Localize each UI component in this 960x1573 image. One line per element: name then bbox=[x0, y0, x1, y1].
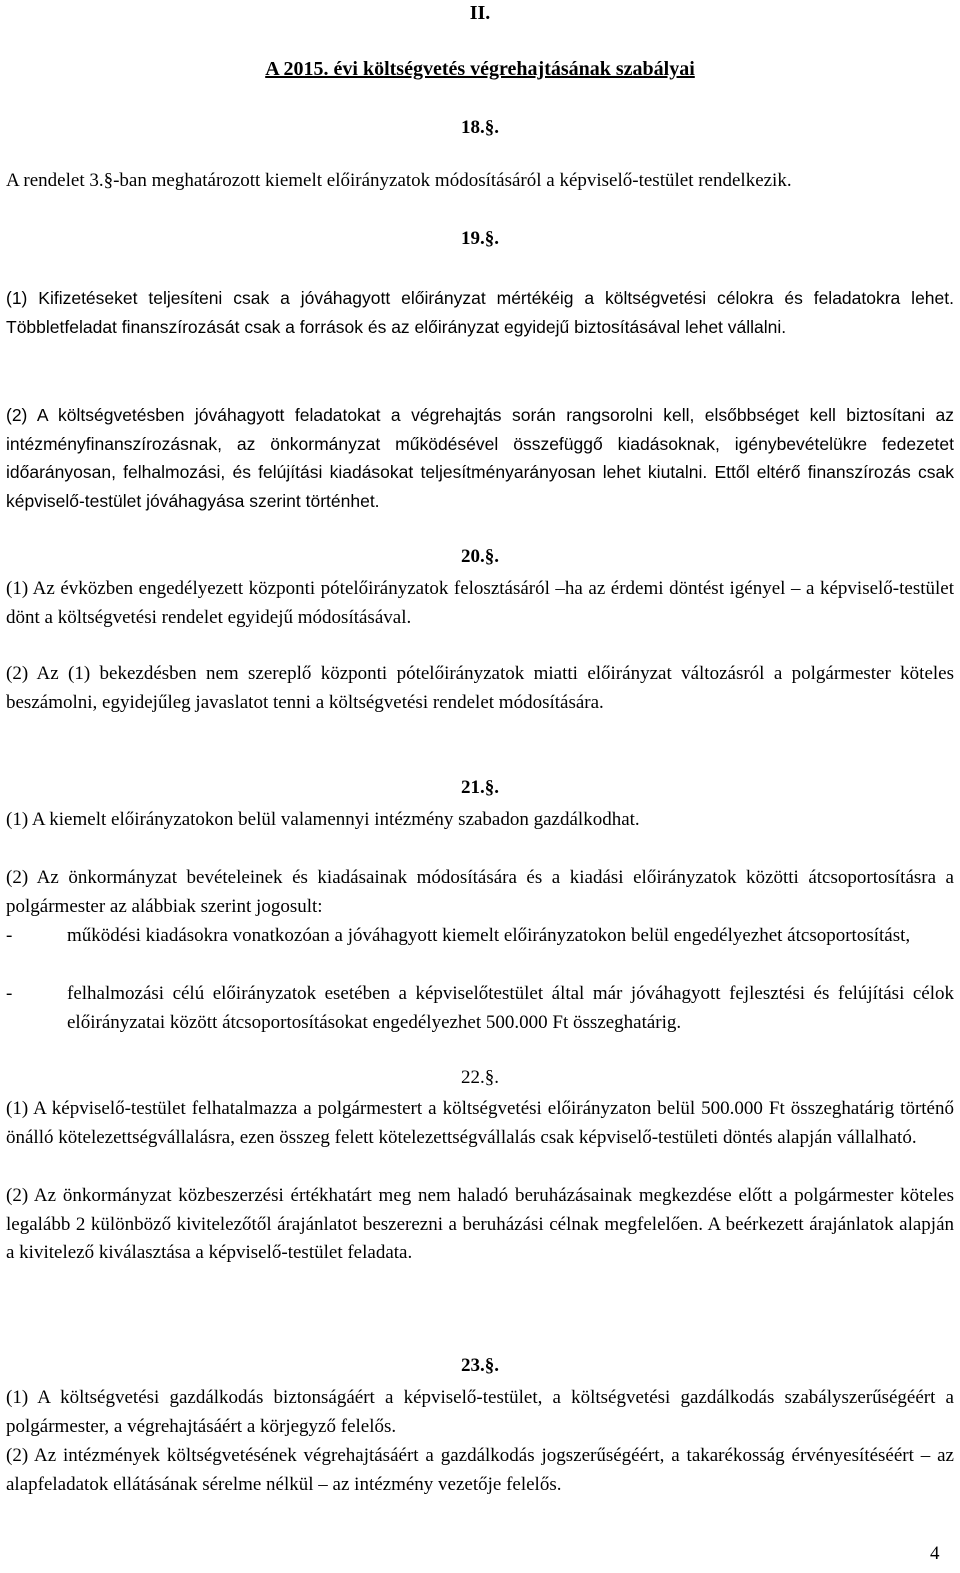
section-22-paragraph-1: (1) A képviselő-testület felhatalmazza a polgármestert a költségvetési előirányzaton belül 500.000 Ft összeghatárig történő önálló kötelezettségvállalásra, ezen összeg felett kötelezettségvállalás csak képviselő-testületi döntés alapján vállalható. bbox=[6, 1098, 954, 1148]
page-number: 4 bbox=[930, 1543, 940, 1564]
section-20-paragraph-1: (1) Az évközben engedélyezett központi pótelőirányzatok felosztásáról –ha az érdemi döntést igényel – a képviselő-testület dönt a költségvetési rendelet egyidejű módosításával. bbox=[6, 578, 954, 628]
section-heading-19: 19.§. bbox=[461, 228, 499, 249]
list-item bbox=[6, 922, 954, 951]
section-heading-21: 21.§. bbox=[461, 777, 499, 798]
section-heading-23: 23.§. bbox=[461, 1355, 499, 1376]
section-21-paragraph-1: (1) A kiemelt előirányzatokon belül valamennyi intézmény szabadon gazdálkodhat. bbox=[6, 809, 640, 830]
list-item bbox=[6, 980, 954, 1037]
section-heading-18: 18.§. bbox=[461, 117, 499, 138]
section-19-paragraph-2: (2) A költségvetésben jóváhagyott feladatokat a végrehajtás során rangsorolni kell, elsőbbséget kell biztosítani az intézményfinanszírozásnak, az önkormányzat működésével összefüggő kiadásoknak, igénybevételükre fedezetet időarányosan, felhalmozási, és felújítási kiadásokat teljesítményarányosan lehet kiutalni. Ettől eltérő finanszírozás csak képviselő-testület jóváhagyása szerint történhet. bbox=[6, 405, 954, 511]
section-18-paragraph: A rendelet 3.§-ban meghatározott kiemelt előirányzatok módosításáról a képviselő-testület rendelkezik. bbox=[6, 170, 792, 191]
section-23-paragraph-1: (1) A költségvetési gazdálkodás biztonságáért a képviselő-testület, a költségvetési gazdálkodás szabályszerűségéért a polgármester, a végrehajtásáért a körjegyző felelős. bbox=[6, 1387, 954, 1437]
list-dash: - bbox=[6, 983, 13, 1004]
chapter-number: II. bbox=[469, 2, 491, 24]
list-item-text: működési kiadásokra vonatkozóan a jóváhagyott kiemelt előirányzatokon belül engedélyezhet átcsoportosítást, bbox=[67, 925, 911, 946]
section-19-paragraph-1: (1) Kifizetéseket teljesíteni csak a jóváhagyott előirányzat mértékéig a költségvetési célokra és feladatokra lehet. Többletfeladat finanszírozását csak a források és az előirányzat egyidejű biztosításával lehet vállalni. bbox=[6, 288, 954, 337]
list-item-text: felhalmozási célú előirányzatok esetében a képviselőtestület által már jóváhagyott fejlesztési és felújítási célok előirányzatai között átcsoportosításokat engedélyezhet 500.000 Ft összeghatárig. bbox=[67, 983, 954, 1033]
section-heading-20: 20.§. bbox=[461, 546, 499, 567]
section-22-paragraph-2: (2) Az önkormányzat közbeszerzési értékhatárt meg nem haladó beruházásainak megkezdése előtt a polgármester köteles legalább 2 különböző kivitelezőtől árajánlatot beszerezni a beruházási célnak megfelelően. A beérkezett árajánlatok alapján a kivitelező kiválasztása a képviselő-testület feladata. bbox=[6, 1185, 954, 1264]
section-23-paragraph-2: (2) Az intézmények költségvetésének végrehajtásáért a gazdálkodás jogszerűségéért, a takarékosság érvényesítéséért – az alapfeladatok ellátásának sérelme nélkül – az intézmény vezetője felelős. bbox=[6, 1445, 954, 1495]
section-20-paragraph-2: (2) Az (1) bekezdésben nem szereplő központi pótelőirányzatok miatti előirányzat változásról a polgármester köteles beszámolni, egyidejűleg javaslatot tenni a költségvetési rendelet módosítására. bbox=[6, 663, 954, 713]
section-heading-22: 22.§. bbox=[461, 1067, 499, 1088]
document-title: A 2015. évi költségvetés végrehajtásának szabályai bbox=[265, 58, 695, 80]
section-21-paragraph-2: (2) Az önkormányzat bevételeinek és kiadásainak módosítására és a kiadási előirányzatok közötti átcsoportosításra a polgármester az alábbiak szerint jogosult: bbox=[6, 867, 954, 917]
list-dash: - bbox=[6, 925, 13, 946]
